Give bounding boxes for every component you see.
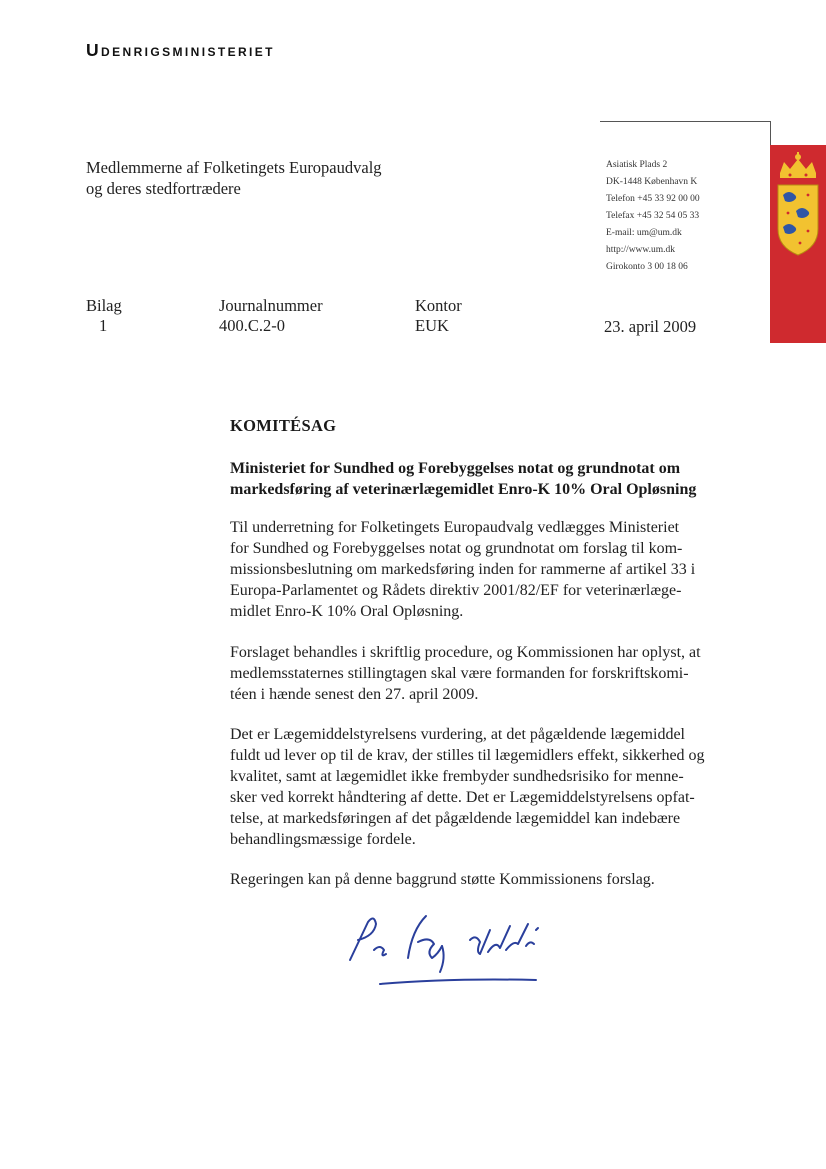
recipient-line: Medlemmerne af Folketingets Europaudvalg xyxy=(86,158,382,177)
paragraph-3 xyxy=(230,724,755,850)
paragraph-line: medlemsstaternes stillingtagen skal være formanden for forskriftskomi- xyxy=(230,665,689,682)
address-web: http://www.um.dk xyxy=(606,245,676,255)
journal-value: 400.C.2-0 xyxy=(219,316,285,335)
journal-label: Journalnummer xyxy=(219,296,323,315)
header-rule xyxy=(600,121,770,122)
danish-royal-coat-of-arms-icon xyxy=(770,145,826,343)
paragraph-line: for Sundhed og Forebyggelses notat og grundnotat om forslag til kom- xyxy=(230,540,683,557)
address-postal: DK-1448 København K xyxy=(606,177,698,187)
subject-line xyxy=(230,458,750,500)
paragraph-line: kvalitet, samt at lægemidlet ikke frembyder sundhedsrisiko for menne- xyxy=(230,768,684,785)
address-phone: Telefon +45 33 92 00 00 xyxy=(606,194,700,204)
crest-band xyxy=(770,145,826,343)
paragraph-2 xyxy=(230,642,755,705)
subject-line-1: Ministeriet for Sundhed og Forebyggelses notat og grundnotat om xyxy=(230,460,681,477)
address-giro: Girokonto 3 00 18 06 xyxy=(606,262,688,272)
handwritten-signature xyxy=(330,900,570,1000)
paragraph-line: Regeringen kan på denne baggrund støtte Kommissionens forslag. xyxy=(230,871,655,888)
document-heading: KOMITÉSAG xyxy=(230,416,337,435)
kontor-label: Kontor xyxy=(415,296,462,315)
header-side-rule xyxy=(770,121,771,145)
subject-line-2: markedsføring af veterinærlægemidlet Enro-K 10% Oral Opløsning xyxy=(230,481,697,498)
address-fax: Telefax +45 32 54 05 33 xyxy=(606,211,700,221)
paragraph-line: Forslaget behandles i skriftlig procedure, og Kommissionen har oplyst, at xyxy=(230,644,701,661)
paragraph-line: Til underretning for Folketingets Europaudvalg vedlægges Ministeriet xyxy=(230,519,680,536)
ministry-name: Udenrigsministeriet xyxy=(86,40,275,60)
paragraph-line: téen i hænde senest den 27. april 2009. xyxy=(230,686,479,703)
paragraph-line: missionsbeslutning om markedsføring inden for rammerne af artikel 33 i xyxy=(230,561,696,578)
paragraph-line: behandlingsmæssige fordele. xyxy=(230,831,416,848)
address-street: Asiatisk Plads 2 xyxy=(606,160,668,170)
letter-date: 23. april 2009 xyxy=(604,317,697,336)
recipient-line: og deres stedfortrædere xyxy=(86,179,241,198)
paragraph-1 xyxy=(230,517,755,622)
kontor-value: EUK xyxy=(415,316,449,335)
sender-address xyxy=(606,157,700,276)
paragraph-line: telse, at markedsføringen af det pågældende lægemiddel kan indebære xyxy=(230,810,681,827)
paragraph-line: fuldt ud lever op til de krav, der stilles til lægemidlers effekt, sikkerhed og xyxy=(230,747,705,764)
recipient-block xyxy=(86,157,382,199)
paragraph-line: sker ved korrekt håndtering af dette. Det er Lægemiddelstyrelsens opfat- xyxy=(230,789,695,806)
paragraph-line: Det er Lægemiddelstyrelsens vurdering, at det pågældende lægemiddel xyxy=(230,726,685,743)
paragraph-line: Europa-Parlamentet og Rådets direktiv 2001/82/EF for veterinærlæge- xyxy=(230,582,682,599)
bilag-value: 1 xyxy=(99,316,108,335)
paragraph-4 xyxy=(230,869,755,890)
address-email: E-mail: um@um.dk xyxy=(606,228,682,238)
paragraph-line: midlet Enro-K 10% Oral Opløsning. xyxy=(230,603,464,620)
bilag-label: Bilag xyxy=(86,296,122,315)
